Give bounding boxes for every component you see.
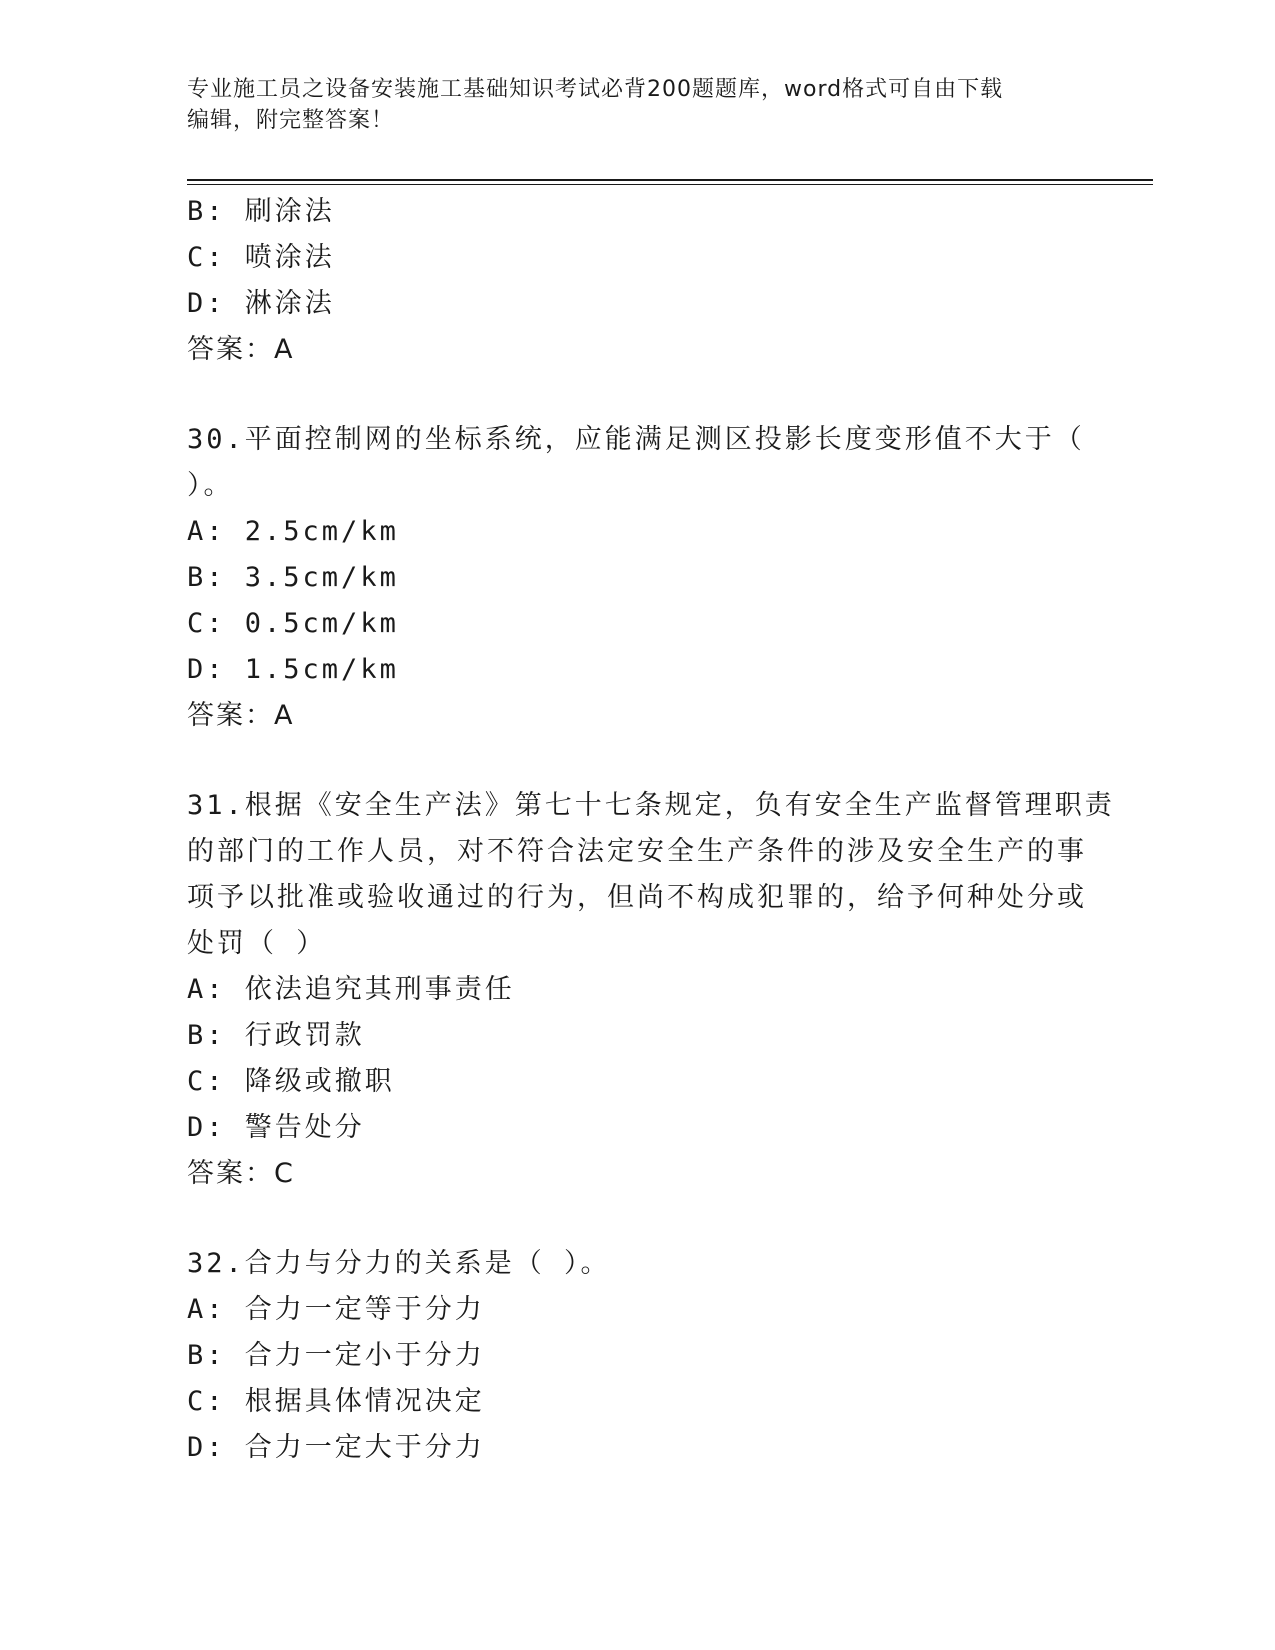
option-b: [187, 555, 1087, 601]
question-text-line: 处罚（ ）: [187, 928, 327, 959]
option-label: D:: [187, 1432, 226, 1463]
option-text: 依法追究其刑事责任: [244, 974, 515, 1005]
header-divider-thick: [187, 179, 1153, 181]
option-a: [187, 967, 1087, 1013]
option-label: C:: [187, 1386, 226, 1417]
option-b: [187, 189, 1087, 235]
question-text-line: 的部门的工作人员，对不符合法定安全生产条件的涉及安全生产的事: [187, 836, 1087, 867]
option-label: C:: [187, 1066, 226, 1097]
spacer: [187, 739, 1087, 783]
document-header: [187, 74, 1067, 136]
option-d: [187, 281, 1087, 327]
option-text: 2.5cm/km: [244, 516, 399, 547]
header-divider-thin: [187, 184, 1153, 185]
option-label: C:: [187, 242, 226, 273]
option-label: A:: [187, 1294, 226, 1325]
option-label: C:: [187, 608, 226, 639]
question-31: [187, 783, 1115, 1197]
option-text: 行政罚款: [244, 1020, 365, 1051]
option-label: A:: [187, 974, 226, 1005]
header-line-2: 编辑，附完整答案！: [187, 108, 395, 133]
option-text: 根据具体情况决定: [244, 1386, 485, 1417]
option-text: 降级或撤职: [244, 1066, 395, 1097]
option-c: [187, 601, 1087, 647]
prev-question-block: [187, 189, 1087, 373]
question-text-line: 项予以批准或验收通过的行为，但尚不构成犯罪的，给予何种处分或: [187, 882, 1087, 913]
option-label: D:: [187, 288, 226, 319]
option-label: A:: [187, 516, 226, 547]
question-text-line: ）。: [187, 470, 234, 501]
spacer: [187, 1197, 1087, 1241]
option-text: 刷涂法: [244, 196, 335, 227]
option-text: 警告处分: [244, 1112, 365, 1143]
answer: 答案：A: [187, 334, 295, 365]
option-text: 3.5cm/km: [244, 562, 399, 593]
option-c: [187, 1379, 1087, 1425]
option-d: [187, 1425, 1087, 1471]
option-label: B:: [187, 196, 226, 227]
option-label: B:: [187, 1340, 226, 1371]
option-label: D:: [187, 1112, 226, 1143]
option-label: B:: [187, 1020, 226, 1051]
option-text: 喷涂法: [244, 242, 335, 273]
answer: 答案：A: [187, 700, 295, 731]
question-text-line: 30.平面控制网的坐标系统，应能满足测区投影长度变形值不大于（: [187, 424, 1085, 455]
option-label: D:: [187, 654, 226, 685]
option-text: 合力一定小于分力: [244, 1340, 485, 1371]
option-c: [187, 1059, 1087, 1105]
spacer: [187, 373, 1087, 417]
option-text: 1.5cm/km: [244, 654, 399, 685]
option-b: [187, 1013, 1087, 1059]
question-text-line: 32.合力与分力的关系是（ ）。: [187, 1248, 611, 1279]
option-c: [187, 235, 1087, 281]
option-text: 合力一定等于分力: [244, 1294, 485, 1325]
option-d: [187, 1105, 1087, 1151]
question-text-line: 31.根据《安全生产法》第七十七条规定，负有安全生产监督管理职责: [187, 790, 1115, 821]
question-32: [187, 1241, 1087, 1471]
option-text: 0.5cm/km: [244, 608, 399, 639]
option-label: B:: [187, 562, 226, 593]
question-content: [187, 189, 1115, 1471]
option-text: 合力一定大于分力: [244, 1432, 485, 1463]
option-a: [187, 509, 1087, 555]
option-a: [187, 1287, 1087, 1333]
question-30: [187, 417, 1087, 739]
header-line-1: 专业施工员之设备安装施工基础知识考试必背200题题库，word格式可自由下载: [187, 77, 1004, 102]
option-d: [187, 647, 1087, 693]
option-text: 淋涂法: [244, 288, 335, 319]
answer: 答案：C: [187, 1158, 295, 1189]
option-b: [187, 1333, 1087, 1379]
